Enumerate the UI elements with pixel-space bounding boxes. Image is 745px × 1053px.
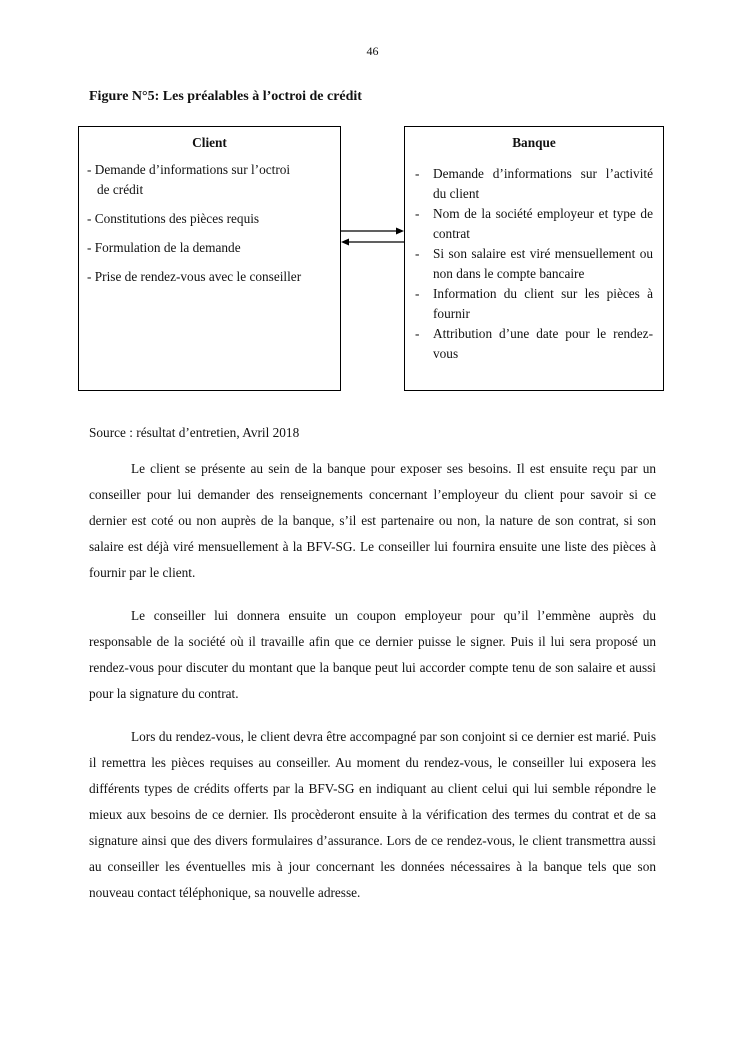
bank-item-text: Attribution d’une date pour le rendez-vous [433, 326, 653, 361]
arrow-to-client-head [341, 239, 349, 246]
client-item-text: - Formulation de la demande [87, 240, 241, 255]
client-box [78, 126, 341, 391]
dash-marker: - [415, 326, 420, 341]
client-item-text: - Prise de rendez-vous avec le conseiller [87, 269, 302, 284]
bank-box [404, 126, 664, 391]
bank-item [415, 164, 653, 204]
paragraph: Le client se présente au sein de la banque pour exposer ses besoins. Il est ensuite reçu par un conseiller pour lui demander des renseignements concernant l’employeur du client pour savoir si ce dernier est coté ou non auprès de la banque, s’il est partenaire ou non, la nature de son contrat, si son salaire est déjà viré mensuellement à la BFV-SG. Le conseiller lui fournira ensuite une liste des pièces à fournir par le client. [89, 461, 656, 580]
dash-marker: - [415, 246, 420, 261]
client-item [87, 238, 332, 258]
bank-box-title: Banque [512, 135, 556, 150]
bank-item [415, 244, 653, 284]
client-list [87, 160, 332, 287]
bank-item [415, 324, 653, 364]
figure-title: Figure N°5: Les préalables à l’octroi de crédit [89, 89, 362, 104]
bank-item [415, 204, 653, 244]
dash-marker: - [415, 166, 420, 181]
paragraph: Lors du rendez-vous, le client devra être accompagné par son conjoint si ce dernier est marié. Puis il remettra les pièces requises au conseiller. Au moment du rendez-vous, le conseiller lui exposera les différents types de crédits offerts par la BFV-SG en indiquant au client celui qui lui semble répondre le mieux aux besoins de ce dernier. Ils procèderont ensuite à la vérification des termes du contrat et de sa signature ainsi que des divers formulaires d’assurance. Lors de ce rendez-vous, le client transmettra aussi au conseiller les éventuelles mis à jour concernant les données nécessaires à la banque tels que son nouveau contact téléphonique, sa nouvelle adresse. [89, 729, 656, 900]
source-note: Source : résultat d’entretien, Avril 2018 [89, 425, 300, 440]
bank-item-text: Information du client sur les pièces à fournir [433, 286, 653, 321]
dash-marker: - [415, 206, 420, 221]
page-number: 46 [366, 44, 379, 58]
client-item [87, 267, 332, 287]
body-text [89, 456, 656, 923]
paragraph: Le conseiller lui donnera ensuite un coupon employeur pour qu’il l’emmène auprès du responsable de la société où il travaille afin que ce dernier puisse le signer. Puis il lui sera proposé un rendez-vous pour discuter du montant que la banque peut lui accorder compte tenu de son salaire et aussi pour la signature du contrat. [89, 608, 656, 701]
arrow-to-bank-head [396, 228, 404, 235]
dash-marker: - [415, 286, 420, 301]
client-item [87, 209, 332, 229]
bank-list [415, 164, 653, 364]
bank-item-text: Demande d’informations sur l’activité du client [433, 166, 653, 201]
bank-item-text: Si son salaire est viré mensuellement ou non dans le compte bancaire [433, 246, 653, 281]
bank-item-text: Nom de la société employeur et type de contrat [433, 206, 653, 241]
client-item [87, 160, 332, 200]
client-box-title: Client [192, 135, 227, 150]
client-item-text: - Demande d’informations sur l’octroi [87, 162, 291, 177]
bank-item [415, 284, 653, 324]
client-item-text: - Constitutions des pièces requis [87, 211, 260, 226]
client-item-continuation: de crédit [97, 182, 144, 197]
bidirectional-arrows [341, 224, 405, 248]
